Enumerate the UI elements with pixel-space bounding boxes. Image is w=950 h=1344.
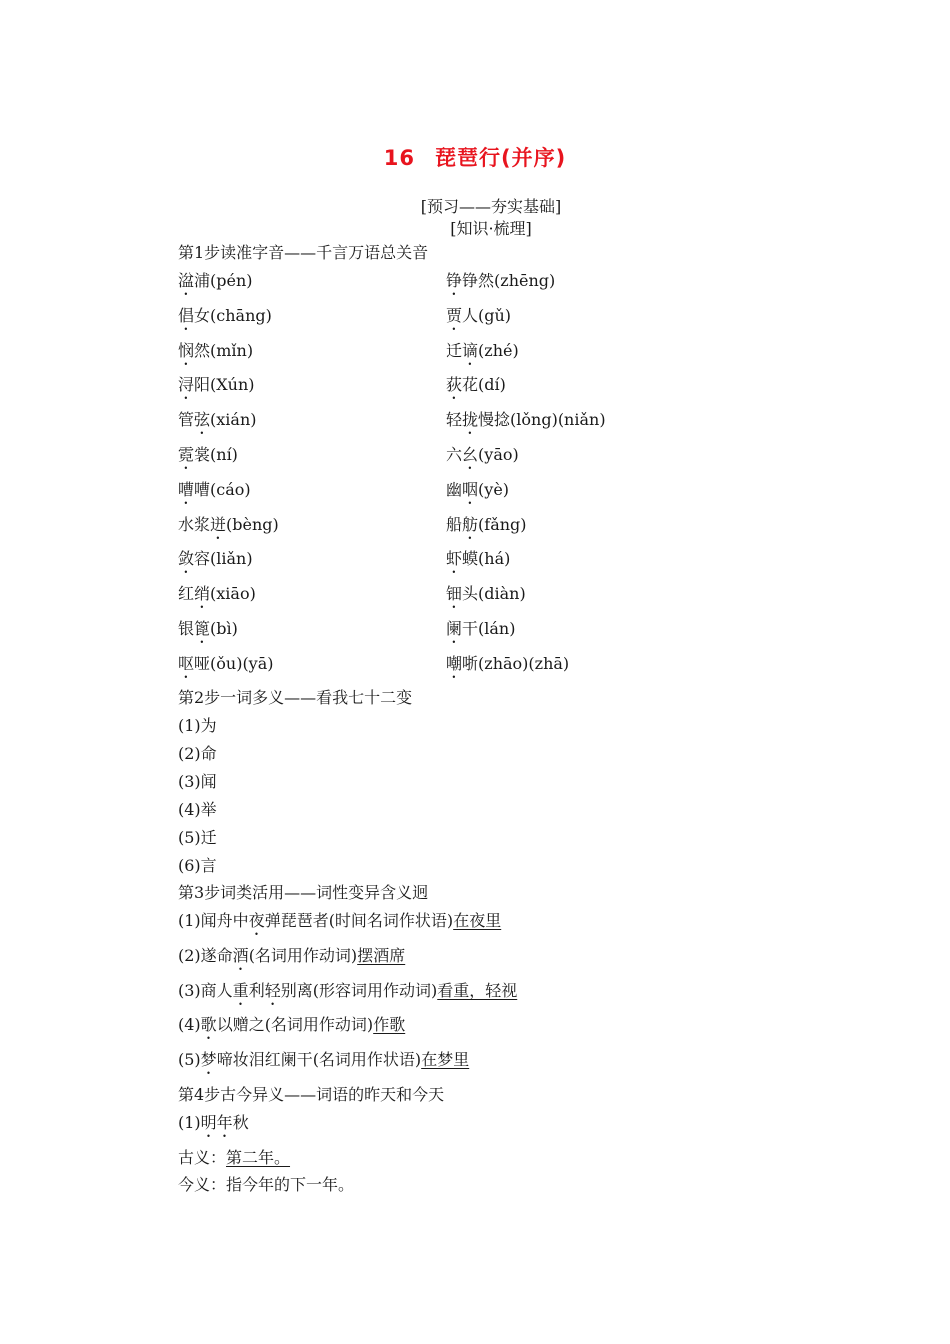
pronunciation-item: 钿头(diàn) xyxy=(446,584,526,604)
ancient-modern-item: (1)明年秋 xyxy=(178,1113,249,1132)
emphasized-char: 倡 xyxy=(178,305,195,325)
emphasized-char: 重 xyxy=(232,980,249,1000)
polysemy-item: (3)闻 xyxy=(178,772,217,791)
emphasized-char: 呕 xyxy=(178,653,195,673)
pronunciation-item: 六幺(yāo) xyxy=(446,445,519,464)
word-class-item: (3)商人重利轻别离(形容词用作动词)看重，轻视 xyxy=(178,980,518,1000)
emphasized-char: 歌 xyxy=(200,1015,217,1035)
modern-meaning-text: 指今年的下一年。 xyxy=(226,1175,355,1194)
step4-heading: 第4步古今异义——词语的昨天和今天 xyxy=(178,1085,445,1104)
emphasized-char: 嘈 xyxy=(178,479,195,499)
emphasized-char: 绡 xyxy=(194,584,211,604)
step3-heading: 第3步词类活用——词性变异含义迥 xyxy=(178,883,429,902)
emphasized-char: 舫 xyxy=(462,514,479,534)
emphasized-char: 敛 xyxy=(178,549,195,569)
ancient-meaning-answer: 第二年。 xyxy=(226,1148,291,1167)
emphasized-char: 酒 xyxy=(232,945,249,965)
pronunciation-item: 嘈嘈(cáo) xyxy=(178,479,251,499)
emphasized-char: 迸 xyxy=(210,514,227,534)
emphasized-char: 贾 xyxy=(446,305,463,325)
pronunciation-item: 管弦(xián) xyxy=(178,410,257,430)
page-title xyxy=(0,142,950,172)
pronunciation-item: 银篦(bì) xyxy=(178,619,238,638)
pronunciation-item: 红绡(xiāo) xyxy=(178,584,256,604)
pronunciation-item: 浔阳(Xún) xyxy=(178,375,255,395)
lesson-title: 琵琶行(并序) xyxy=(435,146,567,170)
emphasized-char: 霓 xyxy=(178,445,195,464)
section-preview: [预习——夯实基础] xyxy=(420,197,562,216)
emphasized-char: 阑 xyxy=(446,619,463,638)
emphasized-char: 湓 xyxy=(178,271,195,290)
pronunciation-item: 轻拢慢捻(lǒng)(niǎn) xyxy=(446,410,606,430)
emphasized-char: 钿 xyxy=(446,584,463,604)
emphasized-char: 嘲 xyxy=(446,653,463,673)
pronunciation-item: 幽咽(yè) xyxy=(446,479,510,499)
polysemy-item: (4)举 xyxy=(178,800,217,819)
pronunciation-item: 湓浦(pén) xyxy=(178,271,253,290)
section-knowledge: [知识·梳理] xyxy=(450,219,532,238)
emphasized-char: 幺 xyxy=(462,445,479,464)
emphasized-char: 拢 xyxy=(462,410,479,430)
pronunciation-item: 呕哑(ǒu)(yā) xyxy=(178,653,274,673)
pronunciation-item: 船舫(fǎng) xyxy=(446,514,527,534)
answer-underlined: 在夜里 xyxy=(453,911,502,930)
answer-underlined: 在梦里 xyxy=(421,1050,470,1070)
pronunciation-item: 霓裳(ní) xyxy=(178,445,238,464)
ancient-meaning: 古义：第二年。 xyxy=(178,1148,291,1167)
step1-heading: 第1步读准字音——千言万语总关音 xyxy=(178,243,429,262)
pronunciation-item: 倡女(chāng) xyxy=(178,305,272,325)
pronunciation-item: 阑干(lán) xyxy=(446,619,516,638)
pronunciation-item: 贾人(gǔ) xyxy=(446,305,512,325)
polysemy-item: (1)为 xyxy=(178,716,217,735)
pronunciation-item: 嘲哳(zhāo)(zhā) xyxy=(446,653,570,673)
emphasized-char: 谪 xyxy=(462,340,479,360)
polysemy-item: (5)迁 xyxy=(178,828,217,847)
emphasized-char: 梦 xyxy=(200,1050,217,1070)
emphasized-char: 轻 xyxy=(264,980,281,1000)
lesson-number: 16 xyxy=(383,146,416,170)
emphasized-char: 篦 xyxy=(194,619,211,638)
pronunciation-item: 荻花(dí) xyxy=(446,375,506,395)
answer-underlined: 看重，轻视 xyxy=(437,980,518,1000)
emphasized-char: 虾 xyxy=(446,549,463,569)
emphasized-char: 弦 xyxy=(194,410,211,430)
modern-meaning: 今义：指今年的下一年。 xyxy=(178,1175,355,1194)
pronunciation-item: 水浆迸(bèng) xyxy=(178,514,279,534)
word-class-item: (2)遂命酒(名词用作动词)摆酒席 xyxy=(178,945,406,965)
word-class-item: (4)歌以赠之(名词用作动词)作歌 xyxy=(178,1015,406,1035)
polysemy-item: (2)命 xyxy=(178,744,217,763)
word-class-item: (1)闻舟中夜弹琵琶者(时间名词作状语)在夜里 xyxy=(178,911,502,930)
pronunciation-item: 虾蟆(há) xyxy=(446,549,511,569)
emphasized-word: 明年 xyxy=(200,1113,233,1132)
pronunciation-item: 悯然(mǐn) xyxy=(178,340,254,360)
word-class-item: (5)梦啼妆泪红阑干(名词用作状语)在梦里 xyxy=(178,1050,470,1070)
emphasized-char: 夜 xyxy=(248,911,265,930)
emphasized-char: 咽 xyxy=(462,479,479,499)
answer-underlined: 作歌 xyxy=(373,1015,406,1035)
pronunciation-item: 敛容(liǎn) xyxy=(178,549,253,569)
polysemy-item: (6)言 xyxy=(178,856,217,875)
answer-underlined: 摆酒席 xyxy=(357,945,406,965)
emphasized-char: 浔 xyxy=(178,375,195,395)
emphasized-char: 铮 xyxy=(446,271,463,290)
step2-heading: 第2步一词多义——看我七十二变 xyxy=(178,688,413,707)
emphasized-char: 悯 xyxy=(178,340,195,360)
emphasized-char: 荻 xyxy=(446,375,463,395)
pronunciation-item: 铮铮然(zhēng) xyxy=(446,271,556,290)
pronunciation-item: 迁谪(zhé) xyxy=(446,340,519,360)
